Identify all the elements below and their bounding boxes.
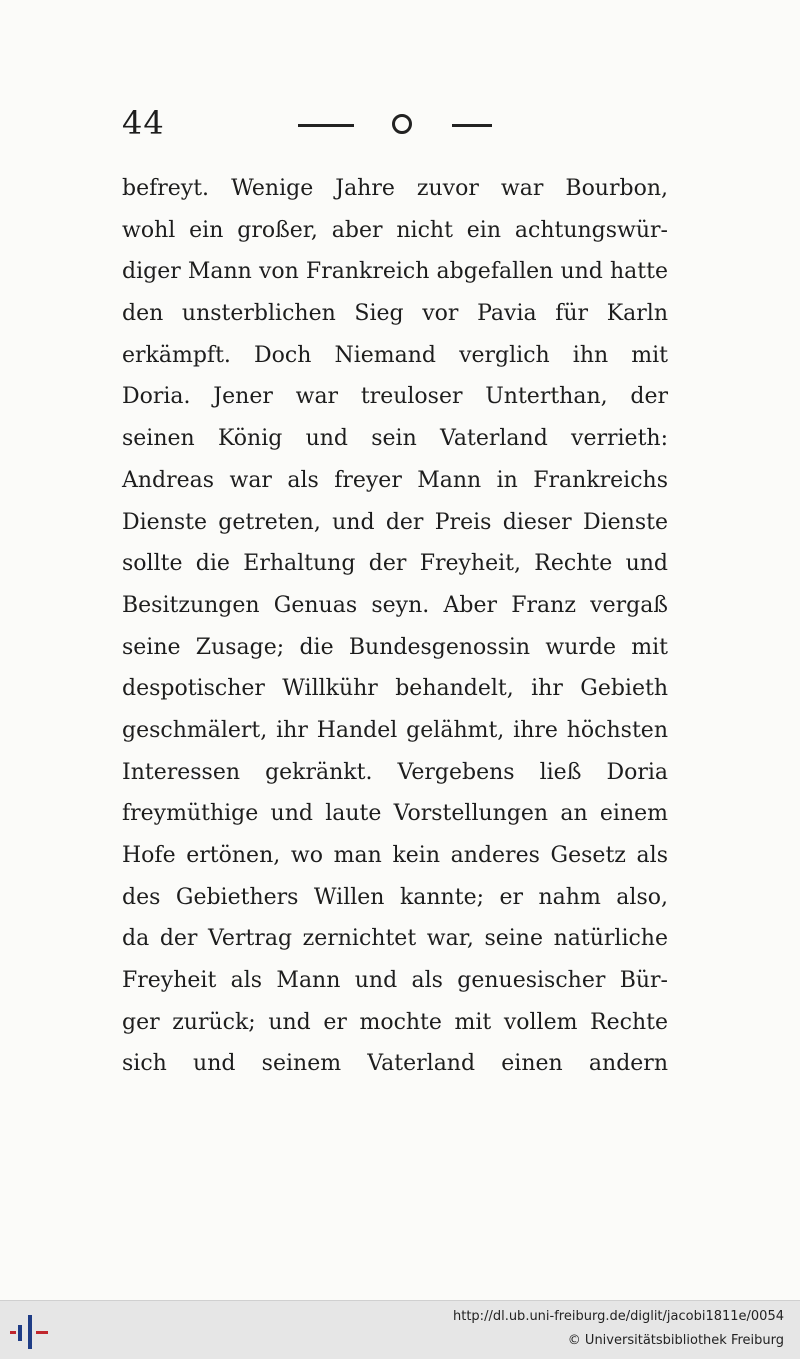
text-line: Dienste getreten, und der Preis dieser Dienste xyxy=(122,509,668,535)
text-line: seine Zusage; die Bundesgenossin wurde mit xyxy=(122,634,668,660)
permalink-url[interactable]: http://dl.ub.uni-freiburg.de/diglit/jacobi1811e/0054 xyxy=(453,1309,784,1324)
ornament-line-right xyxy=(452,124,492,127)
library-logo-icon xyxy=(10,1311,52,1349)
page-header xyxy=(118,104,678,148)
ornament-line-left xyxy=(298,124,354,127)
text-line: despotischer Willkühr behandelt, ihr Gebieth xyxy=(122,676,668,702)
text-line: ger zurück; und er mochte mit vollem Rechte xyxy=(122,1009,668,1035)
ornament-circle-icon xyxy=(392,114,412,134)
text-line: befreyt. Wenige Jahre zuvor war Bourbon, xyxy=(122,176,668,201)
text-line: erkämpft. Doch Niemand verglich ihn mit xyxy=(122,342,668,368)
text-line: Andreas war als freyer Mann in Frankreichs xyxy=(122,467,668,493)
text-line: da der Vertrag zernichtet war, seine natürliche xyxy=(122,926,668,952)
body-text xyxy=(122,168,668,1085)
text-line: den unsterblichen Sieg vor Pavia für Karln xyxy=(122,301,668,327)
text-line: sich und seinem Vaterland einen andern xyxy=(122,1051,668,1077)
text-line: Doria. Jener war treuloser Unterthan, der xyxy=(122,384,668,410)
text-line: des Gebiethers Willen kannte; er nahm also, xyxy=(122,884,668,910)
text-line: freymüthige und laute Vorstellungen an einem xyxy=(122,801,668,827)
text-line: diger Mann von Frankreich abgefallen und hatte xyxy=(122,259,668,285)
text-line: geschmälert, ihr Handel gelähmt, ihre höchsten xyxy=(122,717,668,743)
text-line: Freyheit als Mann und als genuesischer Bür- xyxy=(122,968,668,994)
text-line: Besitzungen Genuas seyn. Aber Franz vergaß xyxy=(122,592,668,618)
text-line: seinen König und sein Vaterland verrieth: xyxy=(122,426,668,452)
text-line: Interessen gekränkt. Vergebens ließ Doria xyxy=(122,759,668,785)
text-line: sollte die Erhaltung der Freyheit, Rechte und xyxy=(122,551,668,577)
copyright-notice: © Universitätsbibliothek Freiburg xyxy=(567,1333,784,1348)
page-number: 44 xyxy=(122,104,165,142)
viewer-footer xyxy=(0,1300,800,1359)
text-line: wohl ein großer, aber nicht ein achtungswür- xyxy=(122,217,668,243)
text-line: Hofe ertönen, wo man kein anderes Gesetz als xyxy=(122,843,668,868)
